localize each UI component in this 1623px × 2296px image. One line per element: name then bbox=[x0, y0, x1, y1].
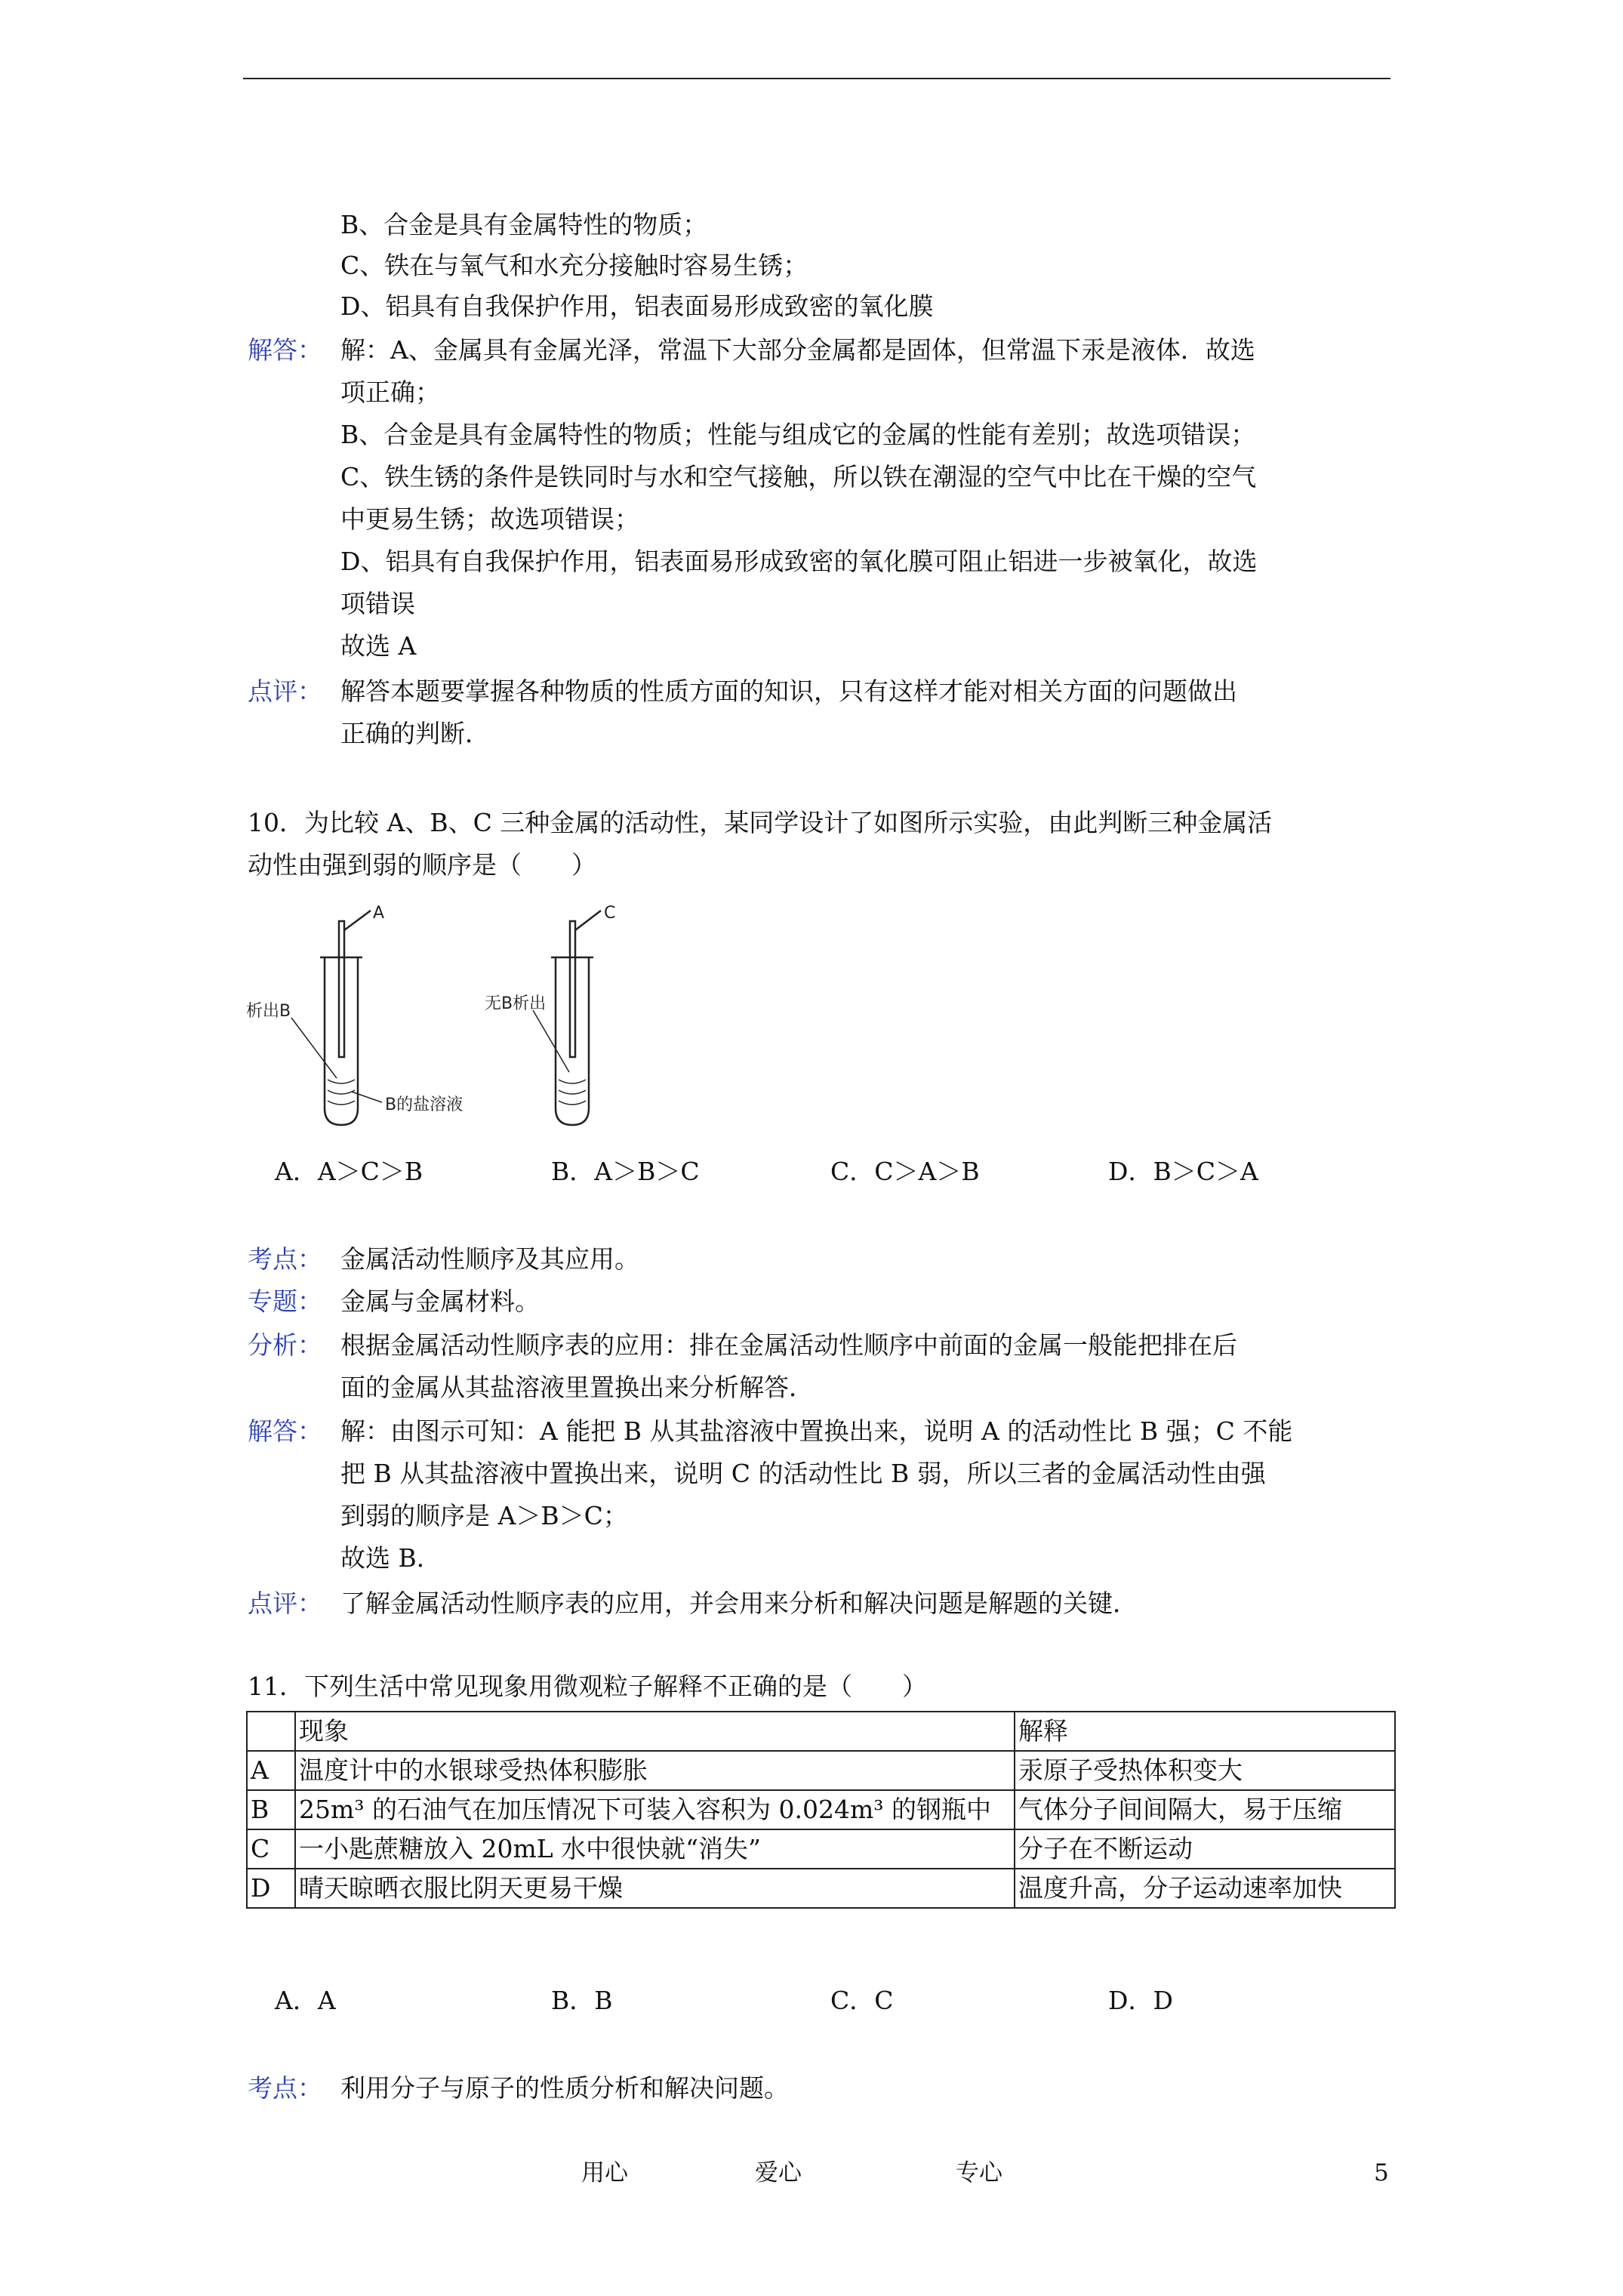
q9-answer-line: 解：A、金属具有金属光泽，常温下大部分金属都是固体，但常温下汞是液体．故选 bbox=[340, 335, 1255, 365]
left-precipitate-leader bbox=[291, 1018, 337, 1078]
solution-leader bbox=[352, 1092, 382, 1102]
table-row bbox=[247, 1869, 1395, 1908]
q9-comment-label: 点评： bbox=[248, 676, 322, 706]
q9-answer-line: 故选 A bbox=[340, 631, 417, 661]
label-precipitate: 析出B bbox=[246, 1002, 291, 1021]
q10-comment-label: 点评： bbox=[248, 1589, 322, 1618]
q10-kaodian-label: 考点： bbox=[248, 1244, 322, 1274]
q9-answer-line: 项错误 bbox=[340, 589, 415, 618]
table-row bbox=[247, 1829, 1395, 1869]
table-cell: 晴天晾晒衣服比阴天更易干燥 bbox=[295, 1869, 1015, 1908]
label-c: C bbox=[604, 904, 616, 923]
table-header-cell bbox=[247, 1712, 295, 1751]
q9-answer-line: B、合金是具有金属特性的物质；性能与组成它的金属的性能有差别；故选项错误； bbox=[340, 420, 1256, 449]
table-header-cell: 解释 bbox=[1015, 1712, 1395, 1751]
q11-kaodian: 利用分子与原子的性质分析和解决问题。 bbox=[340, 2073, 789, 2103]
table-cell: D bbox=[247, 1869, 295, 1908]
q10-fenxi-line: 根据金属活动性顺序表的应用：排在金属活动性顺序中前面的金属一般能把排在后 bbox=[340, 1330, 1237, 1360]
left-label-leader bbox=[344, 911, 371, 930]
table-row bbox=[247, 1751, 1395, 1790]
q9-answer-line: 项正确； bbox=[340, 378, 440, 407]
footer-left: 用心 bbox=[581, 2159, 628, 2187]
page-number: 5 bbox=[1374, 2159, 1389, 2187]
q10-answer-line: 故选 B． bbox=[340, 1543, 442, 1573]
table-cell: 温度计中的水银球受热体积膨胀 bbox=[295, 1751, 1015, 1790]
q10-choice-b: B．A＞B＞C bbox=[551, 1157, 700, 1186]
label-solution: B的盐溶液 bbox=[385, 1096, 463, 1114]
experiment-figure bbox=[246, 898, 669, 1140]
table-cell: 分子在不断运动 bbox=[1015, 1829, 1395, 1869]
right-solution-lines bbox=[559, 1080, 586, 1105]
q11-kaodian-label: 考点： bbox=[248, 2073, 322, 2103]
q9-answer-line: C、铁生锈的条件是铁同时与水和空气接触，所以铁在潮湿的空气中比在干燥的空气 bbox=[340, 462, 1257, 492]
footer-mid: 爱心 bbox=[755, 2159, 802, 2187]
table-cell: C bbox=[247, 1829, 295, 1869]
table-cell: 一小匙蔗糖放入 20mL 水中很快就“消失” bbox=[295, 1829, 1015, 1869]
q10-answer-line: 解：由图示可知：A 能把 B 从其盐溶液中置换出来，说明 A 的活动性比 B 强；C 不能 bbox=[340, 1416, 1293, 1446]
label-no-precipitate: 无B析出 bbox=[485, 994, 547, 1013]
label-a: A bbox=[373, 904, 385, 923]
q9-answer-line: 中更易生锈；故选项错误； bbox=[340, 504, 639, 534]
left-solution-lines bbox=[328, 1080, 355, 1105]
footer-right: 专心 bbox=[956, 2159, 1002, 2187]
table-header-row bbox=[247, 1712, 1395, 1751]
q10-fenxi-label: 分析： bbox=[248, 1330, 322, 1360]
table-row bbox=[247, 1790, 1395, 1829]
left-metal-strip-a bbox=[339, 921, 344, 1057]
q9-answer-line: D、铝具有自我保护作用，铝表面易形成致密的氧化膜可阻止铝进一步被氧化，故选 bbox=[340, 547, 1258, 576]
q11-choice-b: B．B bbox=[551, 1986, 613, 2015]
right-label-leader bbox=[575, 911, 601, 930]
table-cell: 25m³ 的石油气在加压情况下可装入容积为 0.024m³ 的钢瓶中 bbox=[295, 1790, 1015, 1829]
q9-option-c: C、铁在与氧气和水充分接触时容易生锈； bbox=[340, 251, 808, 280]
right-metal-strip-c bbox=[570, 921, 575, 1057]
q9-comment-line: 正确的判断． bbox=[340, 719, 490, 748]
q10-zhuanti: 金属与金属材料。 bbox=[340, 1287, 540, 1316]
q9-answer-label: 解答： bbox=[248, 335, 322, 365]
q10-comment: 了解金属活动性顺序表的应用，并会用来分析和解决问题是解题的关键． bbox=[340, 1589, 1138, 1618]
table-cell: 温度升高，分子运动速率加快 bbox=[1015, 1869, 1395, 1908]
q11-choice-a: A．A bbox=[275, 1986, 336, 2015]
header-rule bbox=[243, 78, 1390, 79]
right-test-tube bbox=[556, 957, 589, 1125]
q9-option-b: B、合金是具有金属特性的物质； bbox=[340, 210, 708, 239]
q11-choice-d: D．D bbox=[1108, 1986, 1173, 2015]
q10-stem-line: 动性由强到弱的顺序是（ ） bbox=[248, 850, 596, 880]
q11-stem: 11．下列生活中常见现象用微观粒子解释不正确的是（ ） bbox=[248, 1672, 927, 1701]
q11-choice-c: C．C bbox=[830, 1986, 894, 2015]
q10-stem-line: 10．为比较 A、B、C 三种金属的活动性，某同学设计了如图所示实验，由此判断三种金属活 bbox=[248, 808, 1273, 837]
table-cell: A bbox=[247, 1751, 295, 1790]
q10-answer-line: 到弱的顺序是 A＞B＞C； bbox=[340, 1501, 628, 1530]
table-cell: 汞原子受热体积变大 bbox=[1015, 1751, 1395, 1790]
q10-choice-c: C．C＞A＞B bbox=[830, 1157, 980, 1186]
q10-answer-label: 解答： bbox=[248, 1416, 322, 1446]
table-cell: 气体分子间间隔大，易于压缩 bbox=[1015, 1790, 1395, 1829]
q10-zhuanti-label: 专题： bbox=[248, 1287, 322, 1316]
left-test-tube bbox=[325, 957, 358, 1125]
q10-choice-d: D．B＞C＞A bbox=[1108, 1157, 1258, 1186]
q10-answer-line: 把 B 从其盐溶液中置换出来，说明 C 的活动性比 B 弱，所以三者的金属活动性由强 bbox=[340, 1459, 1266, 1488]
q11-table bbox=[246, 1711, 1396, 1909]
q10-kaodian: 金属活动性顺序及其应用。 bbox=[340, 1244, 639, 1274]
table-cell: B bbox=[247, 1790, 295, 1829]
right-no-precipitate-leader bbox=[533, 1010, 569, 1072]
q10-choice-a: A．A＞C＞B bbox=[275, 1157, 423, 1186]
q10-fenxi-line: 面的金属从其盐溶液里置换出来分析解答． bbox=[340, 1373, 814, 1402]
table-header-cell: 现象 bbox=[295, 1712, 1015, 1751]
q9-option-d: D、铝具有自我保护作用，铝表面易形成致密的氧化膜 bbox=[340, 291, 934, 321]
q9-comment-line: 解答本题要掌握各种物质的性质方面的知识，只有这样才能对相关方面的问题做出 bbox=[340, 676, 1237, 706]
